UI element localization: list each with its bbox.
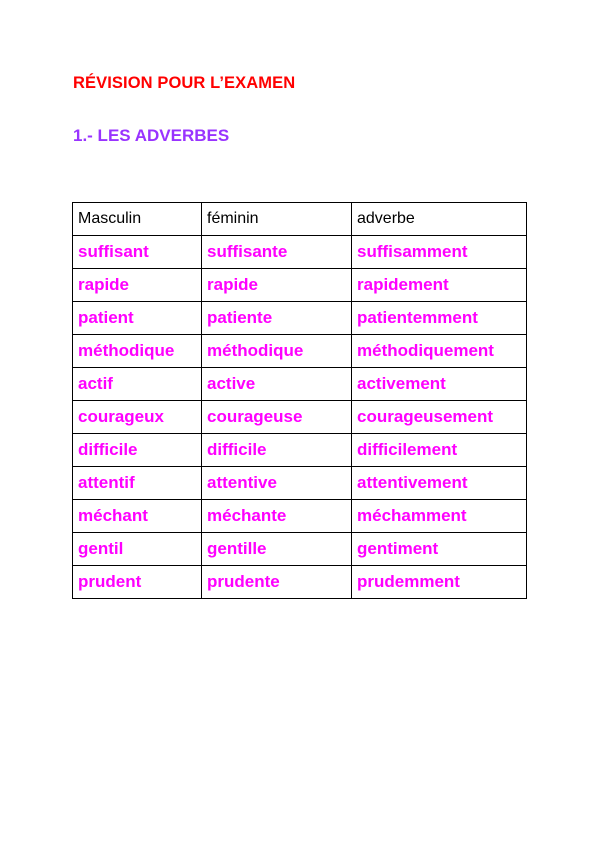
cell-adverbe: activement [352,368,527,401]
table-row [73,302,527,335]
cell-feminin: suffisante [202,236,352,269]
cell-adverbe: gentiment [352,533,527,566]
header-feminin: féminin [202,203,352,236]
cell-masculin: méthodique [73,335,202,368]
table-row [73,269,527,302]
table-row [73,533,527,566]
cell-feminin: courageuse [202,401,352,434]
header-masculin: Masculin [73,203,202,236]
cell-feminin: patiente [202,302,352,335]
section-heading: 1.- LES ADVERBES [73,126,230,145]
cell-adverbe: méchamment [352,500,527,533]
cell-masculin: actif [73,368,202,401]
cell-feminin: méthodique [202,335,352,368]
cell-feminin: gentille [202,533,352,566]
cell-feminin: prudente [202,566,352,599]
cell-adverbe: courageusement [352,401,527,434]
cell-masculin: prudent [73,566,202,599]
table-header-row [73,203,527,236]
cell-masculin: courageux [73,401,202,434]
cell-feminin: active [202,368,352,401]
table-row [73,434,527,467]
cell-adverbe: rapidement [352,269,527,302]
cell-masculin: suffisant [73,236,202,269]
header-adverbe: adverbe [352,203,527,236]
table-row [73,368,527,401]
cell-feminin: difficile [202,434,352,467]
cell-adverbe: suffisamment [352,236,527,269]
table-row [73,467,527,500]
table-row [73,500,527,533]
cell-adverbe: patientemment [352,302,527,335]
cell-adverbe: difficilement [352,434,527,467]
cell-masculin: patient [73,302,202,335]
cell-masculin: attentif [73,467,202,500]
adverbs-table [72,202,527,599]
page-title: RÉVISION POUR L’EXAMEN [73,74,296,92]
cell-masculin: gentil [73,533,202,566]
cell-feminin: méchante [202,500,352,533]
cell-masculin: difficile [73,434,202,467]
cell-feminin: rapide [202,269,352,302]
cell-adverbe: prudemment [352,566,527,599]
cell-masculin: rapide [73,269,202,302]
cell-masculin: méchant [73,500,202,533]
table-row [73,236,527,269]
table-row [73,566,527,599]
table-row [73,335,527,368]
cell-adverbe: méthodiquement [352,335,527,368]
table-row [73,401,527,434]
cell-feminin: attentive [202,467,352,500]
cell-adverbe: attentivement [352,467,527,500]
